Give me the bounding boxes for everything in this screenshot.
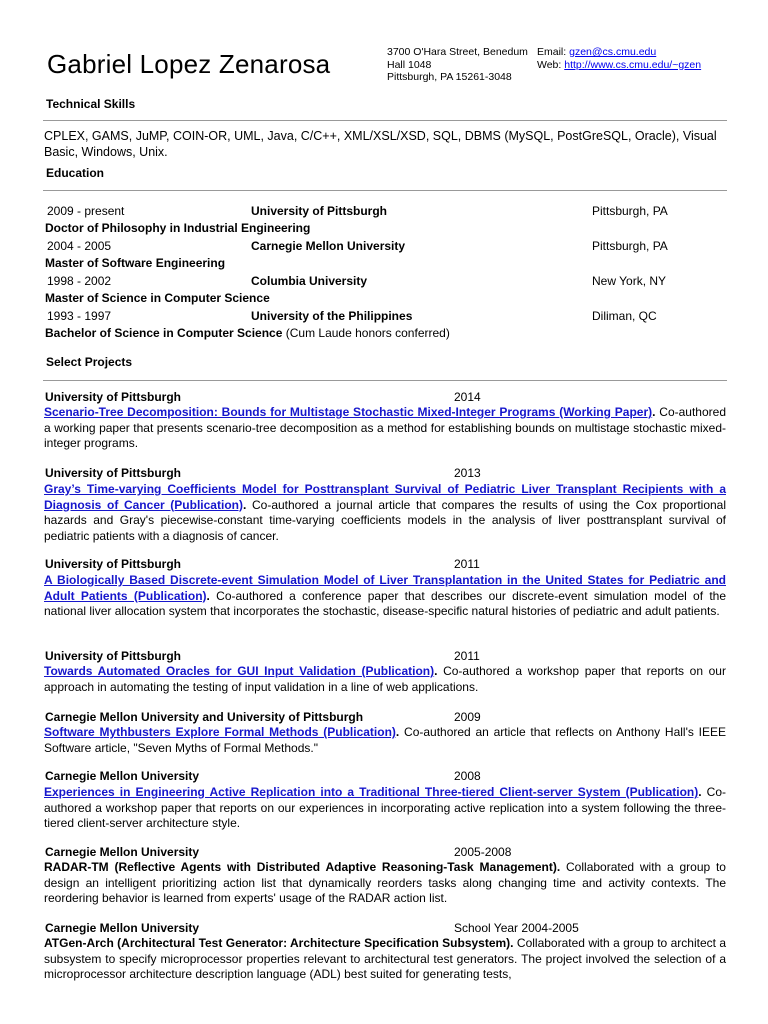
education-degree: Doctor of Philosophy in Industrial Engineering (45, 221, 311, 235)
project-org: University of Pittsburgh (45, 557, 182, 571)
education-location: New York, NY (592, 274, 667, 288)
project-year: School Year 2004-2005 (454, 921, 579, 935)
project-desc-text: Co-authored a working paper that presents scenario-tree decomposition as a method for establishing bounds on multistage stochastic mixed-integer programs. (44, 405, 726, 450)
project-desc-text: Collaborated with a group to architect a subsystem to specify microprocessor properties relevant to architectural test generators. The project involved the selection of a microprocessor architecture description language (ADL) best suited for generating tests, (44, 936, 727, 981)
email-row (537, 46, 701, 59)
education-heading: Education (46, 166, 105, 180)
project-year: 2009 (454, 710, 481, 724)
section-divider (43, 120, 727, 121)
skills-text: CPLEX, GAMS, JuMP, COIN-OR, UML, Java, C/C++, XML/XSL/XSD, SQL, DBMS (MySQL, PostGreSQL, Oracle), Visual Basic, Windows, Unix. (44, 129, 717, 159)
skills-heading: Technical Skills (46, 97, 136, 111)
address-line: Hall 1048 (387, 58, 432, 71)
section-divider (43, 190, 727, 191)
project-org: University of Pittsburgh (45, 649, 182, 663)
project-description (44, 482, 726, 544)
project-title: ATGen-Arch (Architectural Test Generator: Architecture Specification Subsystem). (44, 936, 514, 950)
project-org: Carnegie Mellon University (45, 921, 200, 935)
project-year: 2011 (454, 649, 480, 663)
education-dates: 1998 - 2002 (47, 274, 112, 288)
web-label: Web: (537, 58, 562, 71)
education-degree: Master of Software Engineering (45, 256, 226, 270)
project-title-link[interactable]: Scenario-Tree Decomposition: Bounds for Multistage Stochastic Mixed-Integer Programs (Working Paper) (44, 405, 653, 419)
project-year: 2005-2008 (454, 845, 512, 859)
project-desc-text: Co-authored an article that reflects on Anthony Hall's IEEE Software article, "Seven Myths of Formal Methods." (44, 725, 726, 755)
education-dates: 2004 - 2005 (47, 239, 112, 253)
project-title: RADAR-TM (Reflective Agents with Distributed Adaptive Reasoning-Task Management). (44, 860, 561, 874)
project-org: Carnegie Mellon University (45, 845, 200, 859)
project-year: 2014 (454, 390, 481, 404)
project-title-link[interactable]: A Biologically Based Discrete-event Simulation Model of Liver Transplantation in the United States for Pediatric and Adult Patients (Publication) (44, 573, 726, 603)
project-year: 2011 (454, 557, 480, 571)
section-divider (43, 380, 727, 381)
project-title-link[interactable]: Software Mythbusters Explore Formal Methods (Publication) (44, 725, 396, 739)
project-desc-text: Co-authored a conference paper that describes our discrete-event simulation model of the national liver allocation system that incorporates the stochastic, disease-specific natural histories of pediatric and adult patients. (44, 588, 727, 618)
project-desc-text: Co-authored a journal article that compares the results of using the Cox proportional hazards and Gray's piecewise-constant time-varying coefficients models in the analysis of liver posttransplant survival of pediatric patients with a diagnosis of cancer. (44, 497, 727, 543)
education-school: University of Pittsburgh (251, 204, 388, 218)
project-description (44, 860, 726, 907)
project-year: 2008 (454, 769, 481, 783)
title-punctuation: . (652, 405, 656, 419)
education-note: (Cum Laude honors conferred) (282, 326, 450, 340)
title-punctuation: . (242, 497, 247, 512)
title-punctuation: . (698, 785, 702, 799)
education-location: Pittsburgh, PA (592, 239, 668, 253)
education-school: University of the Philippines (251, 309, 413, 323)
education-school: Columbia University (251, 274, 368, 288)
project-title-link[interactable]: Gray’s Time-varying Coefficients Model for Posttransplant Survival of Pediatric Liver Transplant Recipients with a Diagnosis of Cancer (Publication) (44, 482, 726, 512)
web-link[interactable]: http://www.cs.cmu.edu/~gzen (564, 58, 702, 71)
project-description (44, 725, 726, 756)
title-punctuation: . (395, 725, 400, 739)
education-dates: 2009 - present (47, 204, 125, 218)
candidate-name: Gabriel Lopez Zenarosa (47, 49, 331, 79)
project-desc-text: Co-authored a workshop paper that reports on our experiences in incorporating active replication into a system following the three-tiered client-server architecture style. (44, 785, 727, 830)
web-row (537, 59, 701, 72)
project-description (44, 405, 726, 452)
project-org: University of Pittsburgh (45, 390, 182, 404)
project-year: 2013 (454, 466, 481, 480)
postal-address (387, 46, 528, 84)
education-degree: Master of Science in Computer Science (45, 291, 270, 305)
education-school: Carnegie Mellon University (251, 239, 406, 253)
address-line: 3700 O'Hara Street, Benedum (387, 46, 528, 58)
project-org: University of Pittsburgh (45, 466, 182, 480)
project-description (44, 936, 726, 983)
project-org: Carnegie Mellon University and University of Pittsburgh (45, 710, 364, 724)
title-punctuation: . (206, 588, 210, 603)
project-title-link[interactable]: Towards Automated Oracles for GUI Input Validation (Publication) (44, 664, 435, 678)
email-label: Email: (537, 46, 567, 58)
project-title-link[interactable]: Experiences in Engineering Active Replication into a Traditional Three-tiered Client-server System (Publication) (44, 785, 699, 799)
contact-info (537, 46, 701, 71)
project-description (44, 664, 726, 695)
project-org: Carnegie Mellon University (45, 769, 200, 783)
education-location: Pittsburgh, PA (592, 204, 668, 218)
email-link[interactable]: gzen@cs.cmu.edu (569, 46, 657, 58)
education-degree-row (45, 326, 450, 340)
education-degree: Bachelor of Science in Computer Science (45, 326, 283, 340)
project-description (44, 785, 726, 832)
education-location: Diliman, QC (592, 309, 657, 323)
education-dates: 1993 - 1997 (47, 309, 112, 323)
address-line: Pittsburgh, PA 15261-3048 (387, 71, 512, 83)
title-punctuation: . (434, 664, 438, 678)
project-description (44, 573, 726, 620)
project-desc-text: Collaborated with a group to design an intelligent prioritizing action list that dynamically reorders tasks along changing time and activity contexts. The reordering behavior is learned from experts' usage of the RADAR action list. (44, 860, 726, 905)
projects-heading: Select Projects (46, 355, 133, 369)
project-desc-text: Co-authored a workshop paper that reports on our approach in automating the testing of input validation in a line of web applications. (44, 664, 726, 694)
